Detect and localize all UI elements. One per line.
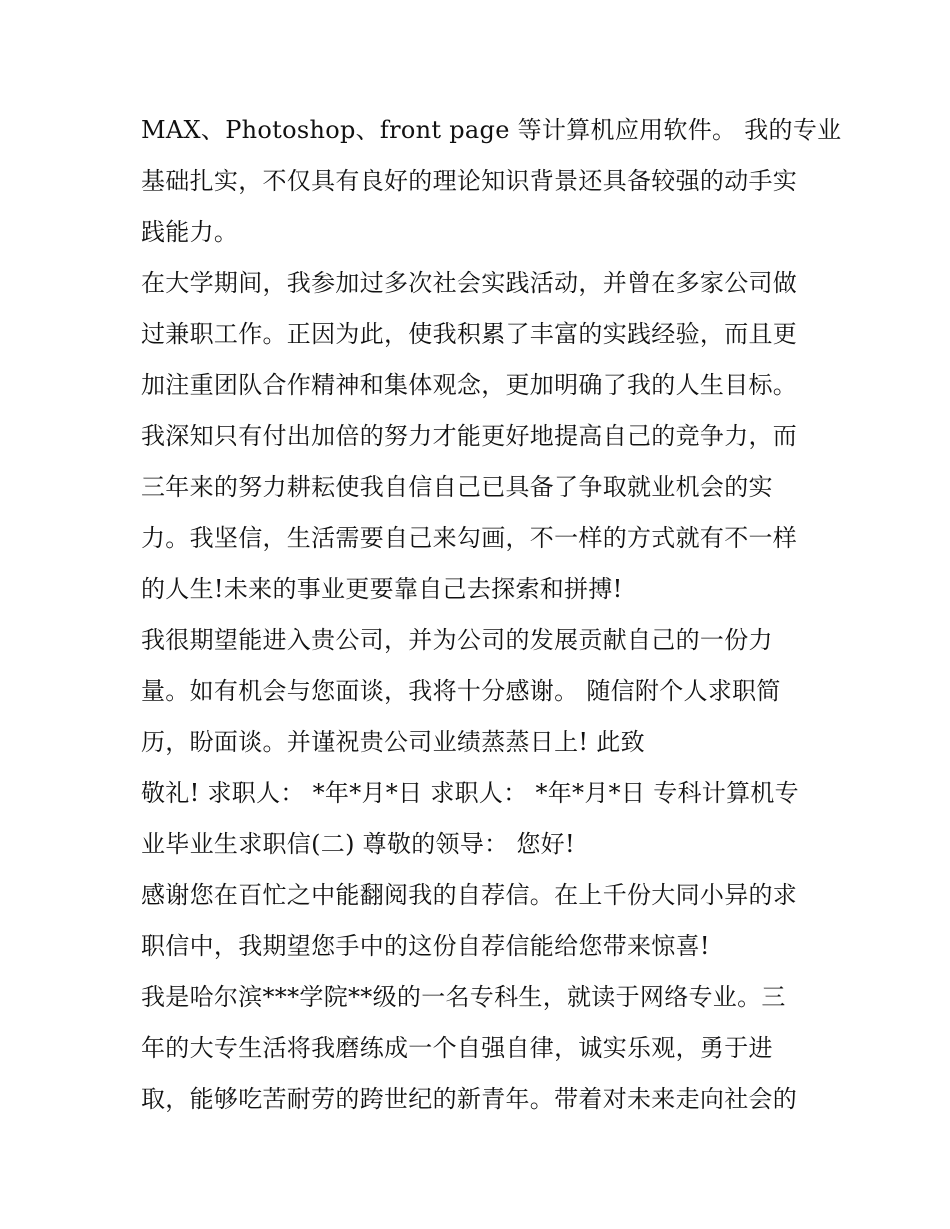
text-line: 的人生!未来的事业更要靠自己去探索和拼搏!: [141, 575, 623, 603]
text-line: 量。如有机会与您面谈，我将十分感谢。 随信附个人求职简: [141, 677, 781, 705]
text-line: 年的大专生活将我磨练成一个自强自律，诚实乐观，勇于进: [141, 1034, 773, 1062]
text-line: 取，能够吃苦耐劳的跨世纪的新青年。带着对未来走向社会的: [141, 1085, 798, 1113]
text-line: 我深知只有付出加倍的努力才能更好地提高自己的竞争力，而: [141, 422, 798, 450]
text-line: 在大学期间，我参加过多次社会实践活动，并曾在多家公司做: [141, 269, 798, 297]
text-line: 践能力。: [141, 218, 239, 246]
text-line: 敬礼! 求职人： *年*月*日 求职人： *年*月*日 专科计算机专: [141, 779, 799, 807]
text-line: 我很期望能进入贵公司，并为公司的发展贡献自己的一份力: [141, 626, 773, 654]
text-line: 历，盼面谈。并谨祝贵公司业绩蒸蒸日上! 此致: [141, 728, 645, 756]
text-line: 业毕业生求职信(二) 尊敬的领导： 您好!: [141, 830, 575, 858]
text-line: 基础扎实，不仅具有良好的理论知识背景还具备较强的动手实: [141, 167, 798, 195]
text-line: 我是哈尔滨***学院**级的一名专科生，就读于网络专业。三: [141, 983, 786, 1011]
text-line: 力。我坚信，生活需要自己来勾画，不一样的方式就有不一样: [141, 524, 798, 552]
document-body: [141, 108, 842, 1128]
text-line: 加注重团队合作精神和集体观念，更加明确了我的人生目标。: [141, 371, 798, 399]
text-line: MAX、Photoshop、front page 等计算机应用软件。 我的专业: [141, 116, 842, 144]
text-line: 三年来的努力耕耘使我自信自己已具备了争取就业机会的实: [141, 473, 773, 501]
text-line: 过兼职工作。正因为此，使我积累了丰富的实践经验，而且更: [141, 320, 798, 348]
text-line: 职信中，我期望您手中的这份自荐信能给您带来惊喜!: [141, 932, 710, 960]
text-line: 感谢您在百忙之中能翻阅我的自荐信。在上千份大同小异的求: [141, 881, 798, 909]
